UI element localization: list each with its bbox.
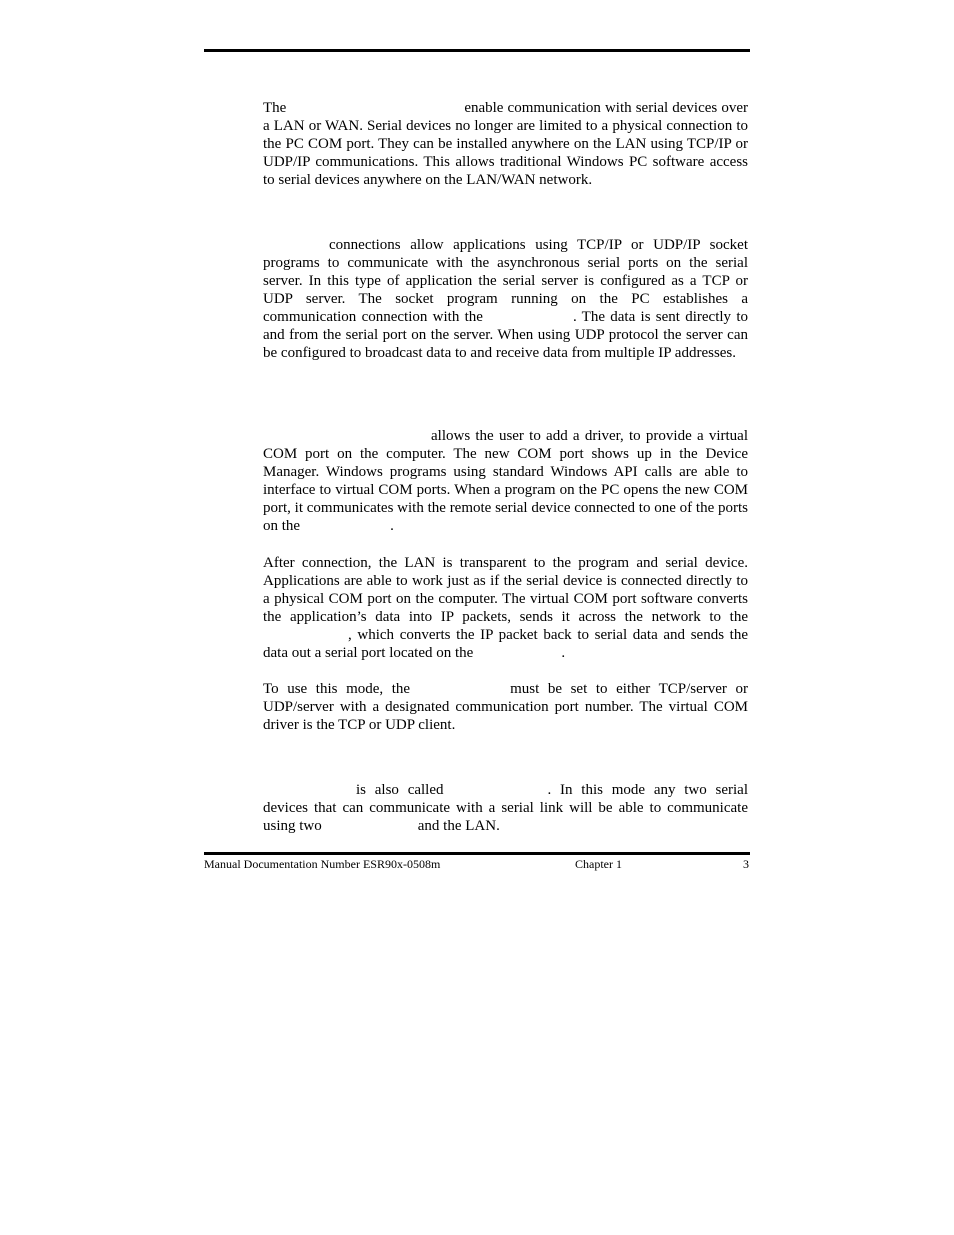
socket-text-a: connections allow applications using TCP/IP or UDP/IP socket programs to communicate with the asynchronous serial ports on the serial server. In this type of application the serial server is configured as a TCP or UDP server. The socket program running on the PC establishes a communication connection with the: [263, 237, 748, 325]
also-called-gap-1: [444, 793, 548, 794]
footer-page-number: 3: [743, 857, 749, 871]
paragraph-socket-connections: [263, 236, 748, 362]
socket-indent: [263, 248, 329, 249]
after-text-b: , which converts the IP packet back to serial data and sends the data out a serial port located on the: [263, 627, 748, 661]
after-text-a: After connection, the LAN is transparent to the program and serial device. Applications are able to work just as if the serial device is connected directly to a physical COM port on the computer. The virtual COM port software converts the application’s data into IP packets, sends it across the network to the: [263, 555, 748, 625]
also-called-text-b: . In this mode any two serial devices that can communicate with a serial link will be able to communicate using two: [263, 782, 748, 834]
intro-text: enable communication with serial devices over a LAN or WAN. Serial devices no longer are limited to a physical connection to the PC COM port. They can be installed anywhere on the LAN using TCP/IP or UDP/IP communications. This allows traditional Windows PC software access to serial devices anywhere on the LAN/WAN network.: [263, 100, 748, 188]
also-called-text-a: is also called: [356, 782, 444, 798]
virtual-com-text-b: .: [390, 518, 394, 534]
after-gap-2: [473, 656, 561, 657]
after-text-c: .: [561, 645, 566, 661]
footer-chapter: Chapter 1: [575, 857, 622, 871]
paragraph-after-connection: [263, 554, 748, 662]
virtual-com-gap: [300, 529, 390, 530]
socket-gap: [483, 320, 573, 321]
also-called-indent: [263, 793, 356, 794]
footer-doc-number: Manual Documentation Number ESR90x-0508m: [204, 857, 441, 871]
also-called-text-c: and the LAN.: [417, 818, 500, 834]
virtual-com-text-a: allows the user to add a driver, to provide a virtual COM port on the computer. The new COM port shows up in the Device Manager. Windows programs using standard Windows API calls are able to interface to virtual COM ports. When a program on the PC opens the new COM port, it communicates with the remote serial device connected to one of the ports on the: [263, 428, 748, 534]
footer-rule: [204, 852, 750, 855]
paragraph-intro: [263, 99, 748, 189]
header-rule: [204, 49, 750, 52]
intro-gap: [286, 111, 464, 112]
paragraph-use-mode: [263, 680, 748, 734]
socket-text-b: . The data is sent directly to and from the serial port on the server. When using UDP protocol the server can be configured to broadcast data to and receive data from multiple IP addresses.: [263, 309, 748, 361]
use-mode-gap: [410, 692, 510, 693]
paragraph-also-called: [263, 781, 748, 835]
use-mode-text-b: must be set to either TCP/server or UDP/server with a designated communication port number. The virtual COM driver is the TCP or UDP client.: [263, 681, 749, 733]
virtual-com-indent: [263, 439, 431, 440]
intro-lead-word: The: [263, 100, 287, 116]
use-mode-text-a: To use this mode, the: [263, 681, 411, 697]
also-called-gap-2: [322, 829, 418, 830]
paragraph-virtual-com: [263, 427, 748, 535]
after-gap-1: [263, 638, 348, 639]
